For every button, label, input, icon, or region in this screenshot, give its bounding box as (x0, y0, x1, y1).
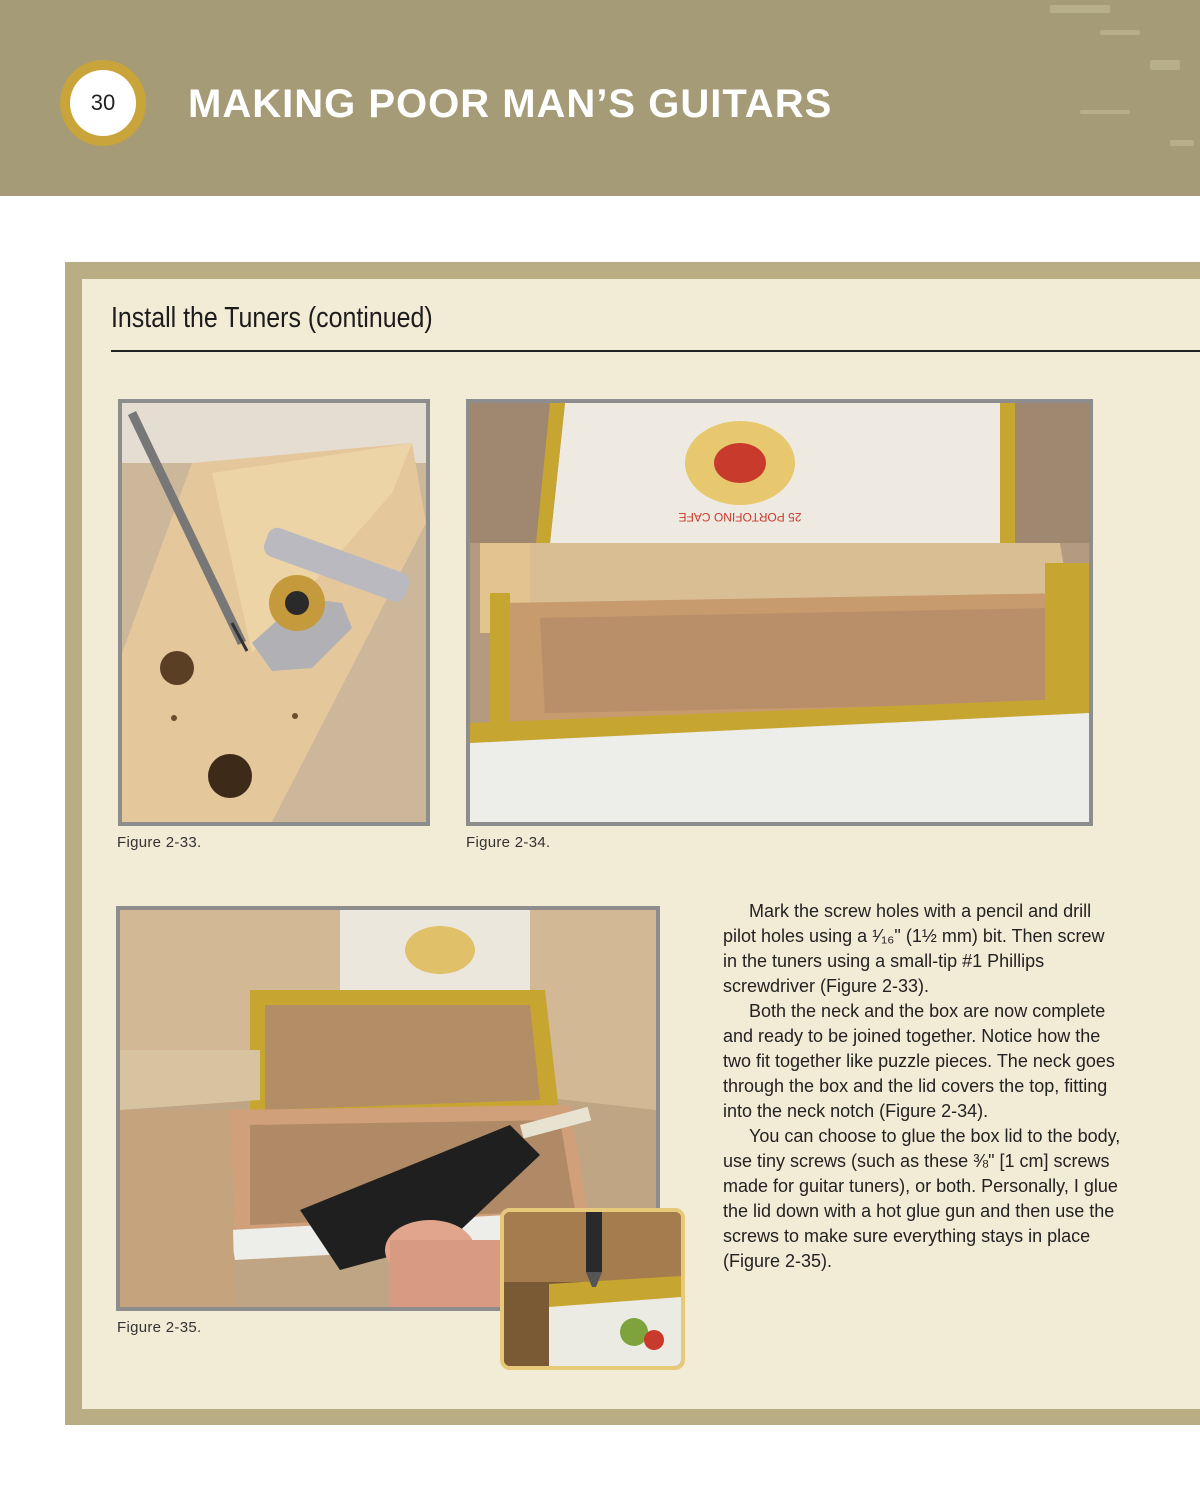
body-paragraph: You can choose to glue the box lid to the body, use tiny screws (such as these ⅜" [1 cm] screws made for guitar tuners), or both. Personally, I glue the lid down with a hot glue gun and then use the screws to make sure everything stays in place (Figure 2-35). (723, 1126, 1121, 1271)
section-divider (111, 350, 1200, 352)
body-paragraph: Mark the screw holes with a pencil and drill pilot holes using a ¹⁄₁₆" (1½ mm) bit. Then screw in the tuners using a small-tip #1 Phillips screwdriver (Figure 2-33). (723, 901, 1105, 996)
page-number: 30 (70, 70, 136, 136)
figure-2-33-caption: Figure 2-33. (117, 834, 202, 851)
figure-2-34-photo (466, 399, 1093, 826)
figure-2-33-photo (118, 399, 430, 826)
body-text (723, 899, 1123, 1274)
lid-screw-inset-photo (500, 1208, 685, 1370)
figure-2-34-caption: Figure 2-34. (466, 834, 551, 851)
page-number-badge (60, 60, 146, 146)
body-paragraph: Both the neck and the box are now complete and ready to be joined together. Notice how the two fit together like puzzle pieces. The neck goes through the box and the lid covers the top, fitting into the neck notch (Figure 2-34). (723, 1001, 1115, 1121)
book-title: MAKING POOR MAN’S GUITARS (188, 82, 833, 126)
section-title: Install the Tuners (continued) (111, 302, 433, 334)
figure-2-35-caption: Figure 2-35. (117, 1319, 202, 1336)
cigar-label-line1: 25 PORTOFINO CAFE (678, 510, 802, 524)
page-header (0, 0, 1200, 196)
